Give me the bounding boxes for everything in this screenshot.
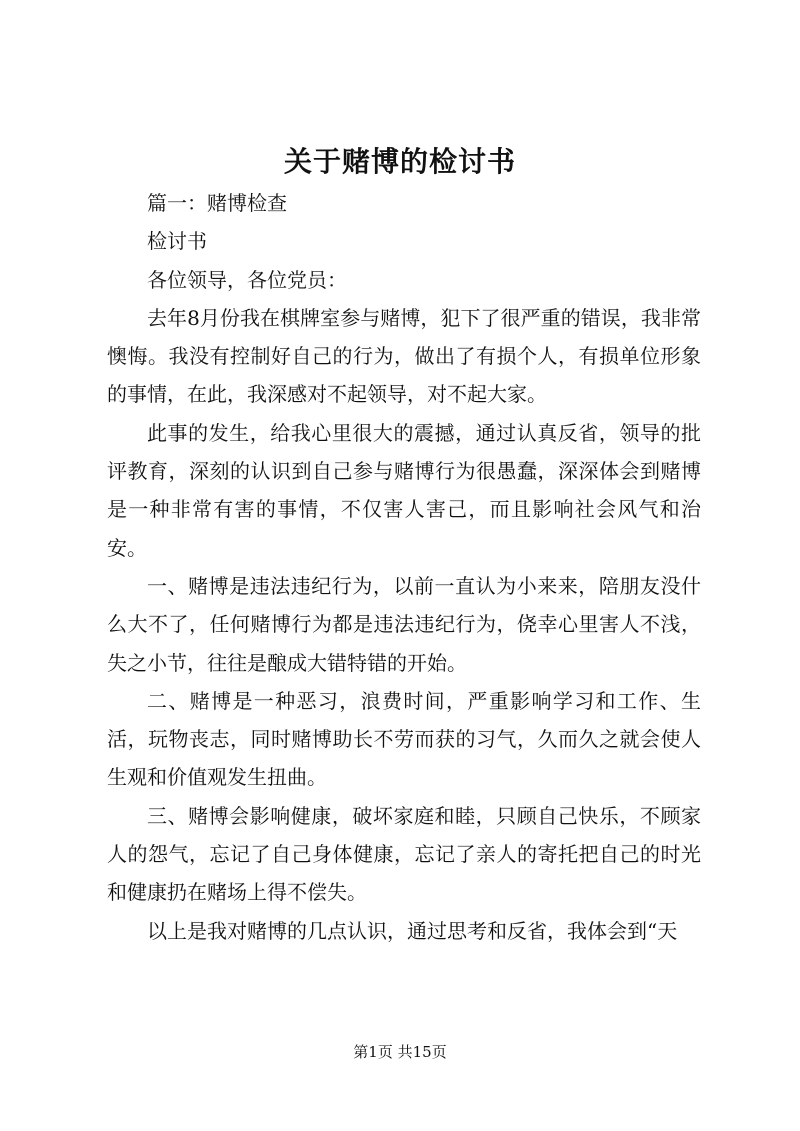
body-paragraph: 此事的发生，给我心里很大的震撼，通过认真反省，领导的批评教育，深刻的认识到自己参与赌博行为很愚蠢，深深体会到赌博是一种非常有害的事情，不仅害人害己，而且影响社会风气和治安。 <box>107 420 701 560</box>
body-paragraph: 去年8月份我在棋牌室参与赌博，犯下了很严重的错误，我非常懊悔。我没有控制好自己的行为，做出了有损个人，有损单位形象的事情，在此，我深感对不起领导，对不起大家。 <box>107 305 701 407</box>
salutation: 各位领导，各位党员： <box>147 267 347 292</box>
body-paragraph: 以上是我对赌博的几点认识，通过思考和反省，我体会到“天 <box>147 918 678 943</box>
document-body <box>107 184 701 950</box>
body-paragraph: 一、赌博是违法违纪行为，以前一直认为小来来，陪朋友没什么大不了，任何赌博行为都是违法违纪行为，侥幸心里害人不浅，失之小节，往往是酿成大错特错的开始。 <box>107 573 701 675</box>
document-title: 关于赌博的检讨书 <box>283 145 516 178</box>
subtitle: 检讨书 <box>147 229 207 254</box>
body-paragraph: 三、赌博会影响健康，破坏家庭和睦，只顾自己快乐，不顾家人的怨气，忘记了自己身体健康，忘记了亲人的寄托把自己的时光和健康扔在赌场上得不偿失。 <box>107 803 701 905</box>
page-number: 第1页 共15页 <box>353 1043 447 1061</box>
section-heading: 篇一：赌博检查 <box>147 191 287 215</box>
body-paragraph: 二、赌博是一种恶习，浪费时间，严重影响学习和工作、生活，玩物丧志，同时赌博助长不劳而获的习气，久而久之就会使人生观和价值观发生扭曲。 <box>107 688 701 790</box>
